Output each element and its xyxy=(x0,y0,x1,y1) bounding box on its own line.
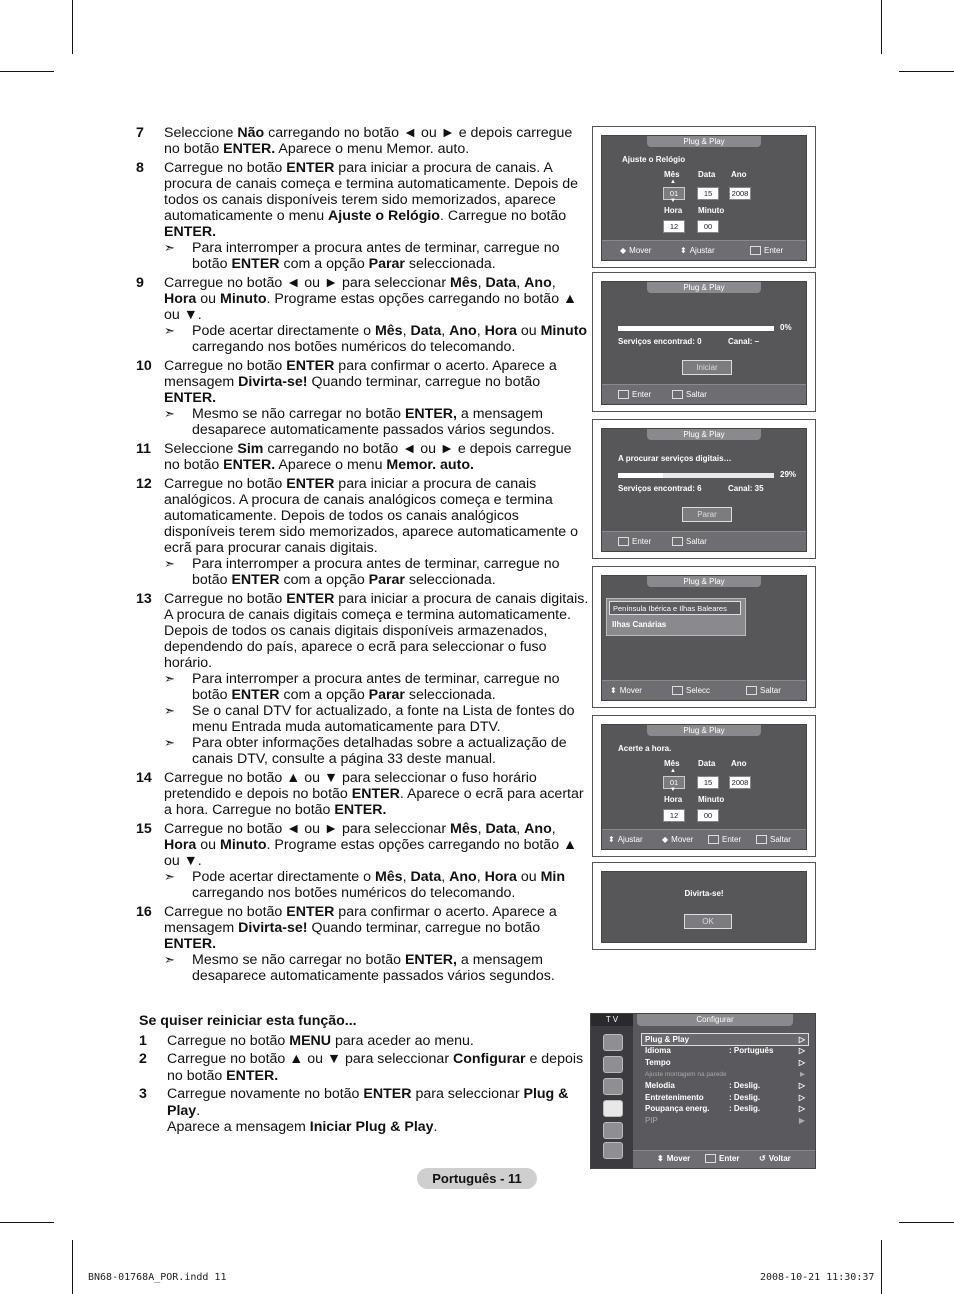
timezone-option[interactable]: Ilhas Canárias xyxy=(612,620,667,629)
crop-mark xyxy=(899,71,954,72)
progress-percent: 29% xyxy=(780,470,797,479)
step-note: ➣ Para interromper a procura antes de terminar, carregue no botão ENTER com a opção Parar seleccionada. xyxy=(164,240,560,272)
screen-search-progress xyxy=(592,419,816,559)
down-arrow-icon: ▼ xyxy=(670,787,676,793)
screen-header: Plug & Play xyxy=(647,576,761,587)
step-text: Seleccione Não carregando no botão ◄ ou ► e depois carregue no botão ENTER. Aparece o menu Memor. auto. xyxy=(164,125,573,157)
enter-icon xyxy=(705,1154,716,1163)
field-hour[interactable]: 12 xyxy=(663,809,685,822)
progress-track xyxy=(618,326,774,331)
services-found: Serviços encontrad: 0 xyxy=(618,337,702,346)
start-button[interactable]: Iniciar xyxy=(682,360,732,375)
label-hour: Hora xyxy=(664,795,683,804)
up-arrow-icon: ▲ xyxy=(670,768,676,774)
menu-item-label: PIP xyxy=(645,1116,658,1125)
up-down-arrows-icon: ⬍ xyxy=(680,246,687,255)
field-minute[interactable]: 00 xyxy=(697,220,719,233)
screen-footer xyxy=(602,680,806,700)
timezone-option-selected[interactable]: Península Ibérica e Ilhas Baleares xyxy=(609,601,741,615)
menu-item-value: : Deslig. xyxy=(729,1081,761,1090)
note-arrow-icon: ➣ xyxy=(164,406,175,421)
submenu-arrow-icon: ▷ xyxy=(798,1104,805,1113)
field-month[interactable]: 01 xyxy=(663,187,685,200)
step-text: Carregue no botão ▲ ou ▼ para seleccionar o fuso horário pretendido e depois no botão ENTER. Aparece o ecrã para acertar a hora. Carregue no botão ENTER. xyxy=(164,770,584,818)
ok-button[interactable]: OK xyxy=(684,914,732,929)
step-number: 12 xyxy=(136,476,152,492)
clock-title: Ajuste o Relógio xyxy=(622,155,686,164)
crop-mark xyxy=(881,0,882,54)
footer-return: Voltar xyxy=(768,1154,791,1163)
services-found: Serviços encontrad: 6 xyxy=(618,484,702,493)
menu-item-label: Tempo xyxy=(645,1058,671,1067)
step-7 xyxy=(136,125,591,157)
up-down-arrows-icon: ⬍ xyxy=(657,1154,664,1163)
label-day: Data xyxy=(698,170,716,179)
setup-menu-item[interactable] xyxy=(645,1115,805,1126)
label-year: Ano xyxy=(731,759,747,768)
field-year[interactable]: 2008 xyxy=(729,776,751,789)
label-year: Ano xyxy=(731,170,747,179)
step-text: Carregue no botão ENTER para iniciar a procura de canais analógicos. A procura de canais analógicos começa e termina automaticamente. Depois de todos os canais analógicos disponíveis terem sido memorizados, aparece automaticamente o ecrã para procurar canais digitais. xyxy=(164,476,579,556)
enter-icon xyxy=(750,246,761,255)
step-number: 16 xyxy=(136,904,152,920)
restart-step-1 xyxy=(139,1033,589,1050)
field-year[interactable]: 2008 xyxy=(729,187,751,200)
submenu-arrow-icon: ▷ xyxy=(798,1046,805,1055)
footer-move: Mover xyxy=(666,1154,691,1163)
label-minute: Minuto xyxy=(698,795,725,804)
menu-footer xyxy=(633,1150,815,1168)
footer-enter: Enter xyxy=(722,835,742,844)
enter-icon xyxy=(708,835,719,844)
step-12 xyxy=(136,476,591,588)
step-9 xyxy=(136,275,591,355)
step-number: 15 xyxy=(136,821,152,837)
submenu-arrow-icon: ▶ xyxy=(798,1116,805,1125)
crop-mark xyxy=(72,1240,73,1294)
note-arrow-icon: ➣ xyxy=(164,556,175,571)
down-arrow-icon: ▼ xyxy=(670,198,676,204)
step-14 xyxy=(136,770,591,818)
menu-item-label: Ajuste montagem na parede xyxy=(645,1071,727,1078)
step-number: 2 xyxy=(139,1051,147,1067)
step-text: Carregue no botão ENTER para confirmar o acerto. Aparece a mensagem Divirta-se! Quando terminar, carregue no botão ENTER. xyxy=(164,358,557,406)
enjoy-message: Divirta-se! xyxy=(684,889,724,898)
input-icon[interactable] xyxy=(603,1122,623,1139)
footer-adjust: Ajustar xyxy=(617,835,643,844)
crop-mark xyxy=(0,1222,54,1223)
field-minute[interactable]: 00 xyxy=(697,809,719,822)
progress-percent: 0% xyxy=(780,323,792,332)
setup-menu-item[interactable] xyxy=(645,1092,805,1103)
screen-clock-setup xyxy=(592,126,816,268)
step-text: Carregue no botão ENTER para confirmar o acerto. Aparece a mensagem Divirta-se! Quando terminar, carregue no botão ENTER. xyxy=(164,904,557,952)
restart-heading: Se quiser reiniciar esta função... xyxy=(139,1013,357,1029)
crop-mark xyxy=(72,0,73,54)
menu-header: Configurar xyxy=(637,1014,793,1026)
timezone-list xyxy=(606,598,746,636)
screen-setup-menu xyxy=(590,1013,816,1169)
screen-timezone xyxy=(592,566,816,708)
enter-icon xyxy=(618,537,629,546)
label-day: Data xyxy=(698,759,716,768)
step-note: ➣ Para interromper a procura antes de terminar, carregue no botão ENTER com a opção Parar seleccionada. xyxy=(164,671,560,703)
screen-search-start xyxy=(592,272,816,412)
menu-item-value: : Deslig. xyxy=(729,1093,761,1102)
page-number-label: Português - 11 xyxy=(417,1168,537,1189)
step-number: 9 xyxy=(136,275,144,291)
field-hour[interactable]: 12 xyxy=(663,220,685,233)
screen-header: Plug & Play xyxy=(647,282,761,293)
note-arrow-icon: ➣ xyxy=(164,240,175,255)
submenu-arrow-icon: ▶ xyxy=(800,1071,805,1078)
step-10 xyxy=(136,358,591,438)
crop-mark xyxy=(0,71,54,72)
step-note: ➣ Mesmo se não carregar no botão ENTER, a mensagem desaparece automaticamente passados vários segundos. xyxy=(164,406,555,438)
step-text: Carregue novamente no botão ENTER para seleccionar Plug & Play. Aparece a mensagem Iniciar Plug & Play. xyxy=(167,1086,569,1135)
footer-adjust: Ajustar xyxy=(689,246,715,255)
channel-icon[interactable] xyxy=(603,1078,623,1095)
label-hour: Hora xyxy=(664,206,683,215)
setup-menu-item[interactable] xyxy=(645,1103,805,1114)
footer-skip: Saltar xyxy=(770,835,791,844)
screen-enjoy xyxy=(592,862,816,950)
step-16 xyxy=(136,904,591,984)
menu-item-label: Entretenimento xyxy=(645,1093,704,1102)
footer-enter: Enter xyxy=(632,390,652,399)
step-text: Seleccione Sim carregando no botão ◄ ou ► e depois carregue no botão ENTER. Aparece o menu Memor. auto. xyxy=(164,441,572,473)
instruction-steps xyxy=(136,125,591,987)
submenu-arrow-icon: ▷ xyxy=(798,1081,805,1090)
step-number: 14 xyxy=(136,770,152,786)
tv-tab: T V xyxy=(591,1014,633,1026)
step-13 xyxy=(136,591,591,767)
menu-item-label: Plug & Play xyxy=(645,1035,690,1044)
step-number: 8 xyxy=(136,160,144,176)
setup-menu-item[interactable] xyxy=(645,1057,805,1068)
step-note: ➣ Para obter informações detalhadas sobre a actualização de canais DTV, consulte a página 33 deste manual. xyxy=(164,735,567,767)
step-number: 1 xyxy=(139,1032,147,1049)
menu-item-value: : Deslig. xyxy=(729,1104,761,1113)
step-text: Carregue no botão ENTER para iniciar a procura de canais. A procura de canais começa e termina automaticamente. Depois de todos os canais disponíveis terem sido memorizados, aparece automaticamente o menu Ajuste o Relógio. Carregue no botão ENTER. xyxy=(164,160,579,240)
step-number: 3 xyxy=(139,1086,147,1102)
progress-fill xyxy=(618,473,663,478)
set-time-title: Acerte a hora. xyxy=(618,744,672,753)
step-number: 7 xyxy=(136,125,144,141)
menu-item-label: Melodia xyxy=(645,1081,675,1090)
footer-move: Mover xyxy=(671,835,694,844)
step-8 xyxy=(136,160,591,272)
enter-icon xyxy=(618,390,629,399)
screen-header: Plug & Play xyxy=(647,136,761,147)
footer-move: Mover xyxy=(619,686,642,695)
submenu-arrow-icon: ▷ xyxy=(798,1035,805,1044)
channel-readout: Canal: – xyxy=(728,337,760,346)
label-month: Mês xyxy=(664,759,680,768)
setup-menu-item[interactable] xyxy=(645,1069,805,1080)
note-arrow-icon: ➣ xyxy=(164,671,175,686)
date-slug: 2008-10-21 11:30:37 xyxy=(760,1272,875,1283)
field-day[interactable]: 15 xyxy=(697,776,719,789)
setup-menu-item[interactable] xyxy=(645,1034,805,1045)
menu-item-label: Poupança energ. xyxy=(645,1104,710,1113)
sound-icon[interactable] xyxy=(603,1056,623,1073)
footer-skip: Saltar xyxy=(760,686,781,695)
menu-sidebar xyxy=(591,1014,633,1168)
screen-footer xyxy=(602,384,806,404)
setup-gear-icon[interactable] xyxy=(603,1100,623,1117)
enter-icon xyxy=(672,686,683,695)
step-11 xyxy=(136,441,591,473)
menu-item-label: Idioma xyxy=(645,1046,671,1055)
footer-enter: Enter xyxy=(764,246,784,255)
screen-footer xyxy=(602,829,806,849)
footer-move: Mover xyxy=(629,246,652,255)
note-arrow-icon: ➣ xyxy=(164,952,175,967)
restart-step-3 xyxy=(139,1086,589,1136)
step-note: ➣ Se o canal DTV for actualizado, a fonte na Lista de fontes do menu Entrada muda automaticamente para DTV. xyxy=(164,703,575,735)
up-arrow-icon: ▲ xyxy=(670,179,676,185)
footer-enter: Enter xyxy=(719,1154,740,1163)
note-arrow-icon: ➣ xyxy=(164,323,175,338)
step-text: Carregue no botão ENTER para iniciar a procura de canais digitais. A procura de canais digitais começa e termina automaticamente. Depois de todos os canais digitais disponíveis armazenados, dependendo do país, aparece o ecrã para seleccionar o fuso horário. xyxy=(164,591,589,671)
file-slug: BN68-01768A_POR.indd 11 xyxy=(88,1272,227,1283)
restart-section xyxy=(139,1013,589,1138)
crop-mark xyxy=(899,1222,954,1223)
submenu-arrow-icon: ▷ xyxy=(798,1093,805,1102)
step-number: 10 xyxy=(136,358,152,374)
step-note: ➣ Mesmo se não carregar no botão ENTER, a mensagem desaparece automaticamente passados vários segundos. xyxy=(164,952,555,984)
setup-menu-item[interactable] xyxy=(645,1045,805,1056)
searching-message: A procurar serviços digitais… xyxy=(618,454,732,463)
note-arrow-icon: ➣ xyxy=(164,869,175,884)
stop-button[interactable]: Parar xyxy=(682,507,732,522)
screen-set-time xyxy=(592,715,816,857)
picture-icon[interactable] xyxy=(603,1034,623,1051)
footer-skip: Saltar xyxy=(686,390,707,399)
step-note: ➣ Pode acertar directamente o Mês, Data, Ano, Hora ou Min carregando nos botões numéricos do telecomando. xyxy=(164,869,566,901)
crop-mark xyxy=(881,1240,882,1294)
footer-enter: Enter xyxy=(632,537,652,546)
screen-footer xyxy=(602,240,806,260)
step-number: 13 xyxy=(136,591,152,607)
footer-skip: Saltar xyxy=(686,537,707,546)
skip-icon xyxy=(672,390,683,399)
field-month[interactable]: 01 xyxy=(663,776,685,789)
step-note: ➣ Para interromper a procura antes de terminar, carregue no botão ENTER com a opção Parar seleccionada. xyxy=(164,556,560,588)
screen-footer xyxy=(602,531,806,551)
step-number: 11 xyxy=(136,441,151,457)
restart-steps xyxy=(139,1033,589,1136)
step-text: Carregue no botão MENU para aceder ao menu. xyxy=(167,1032,474,1049)
left-right-arrows-icon: ◆ xyxy=(662,835,669,844)
menu-item-value: : Português xyxy=(729,1046,774,1055)
label-minute: Minuto xyxy=(698,206,725,215)
step-text: Carregue no botão ◄ ou ► para seleccionar Mês, Data, Ano, Hora ou Minuto. Programe estas opções carregando no botão ▲ ou ▼. xyxy=(164,821,578,869)
up-down-arrows-icon: ⬍ xyxy=(608,835,615,844)
skip-icon xyxy=(672,537,683,546)
skip-icon xyxy=(746,686,757,695)
note-arrow-icon: ➣ xyxy=(164,703,175,718)
submenu-arrow-icon: ▷ xyxy=(798,1058,805,1067)
application-icon[interactable] xyxy=(603,1142,623,1159)
channel-readout: Canal: 35 xyxy=(728,484,764,493)
footer-select: Selecc xyxy=(686,686,711,695)
step-note: ➣ Pode acertar directamente o Mês, Data, Ano, Hora ou Minuto carregando nos botões numéricos do telecomando. xyxy=(164,323,588,355)
up-down-arrows-icon: ⬍ xyxy=(610,686,617,695)
note-arrow-icon: ➣ xyxy=(164,735,175,750)
restart-step-2 xyxy=(139,1051,589,1084)
label-month: Mês xyxy=(664,170,680,179)
return-icon: ↺ xyxy=(759,1154,766,1163)
setup-menu-item[interactable] xyxy=(645,1080,805,1091)
field-day[interactable]: 15 xyxy=(697,187,719,200)
step-15 xyxy=(136,821,591,901)
step-text: Carregue no botão ▲ ou ▼ para seleccionar Configurar e depois no botão ENTER. xyxy=(167,1051,584,1084)
step-text: Carregue no botão ◄ ou ► para seleccionar Mês, Data, Ano, Hora ou Minuto. Programe estas opções carregando no botão ▲ ou ▼. xyxy=(164,275,578,323)
skip-icon xyxy=(756,835,767,844)
screen-header: Plug & Play xyxy=(647,429,761,440)
left-right-arrows-icon: ◆ xyxy=(620,246,627,255)
screen-header: Plug & Play xyxy=(647,725,761,736)
